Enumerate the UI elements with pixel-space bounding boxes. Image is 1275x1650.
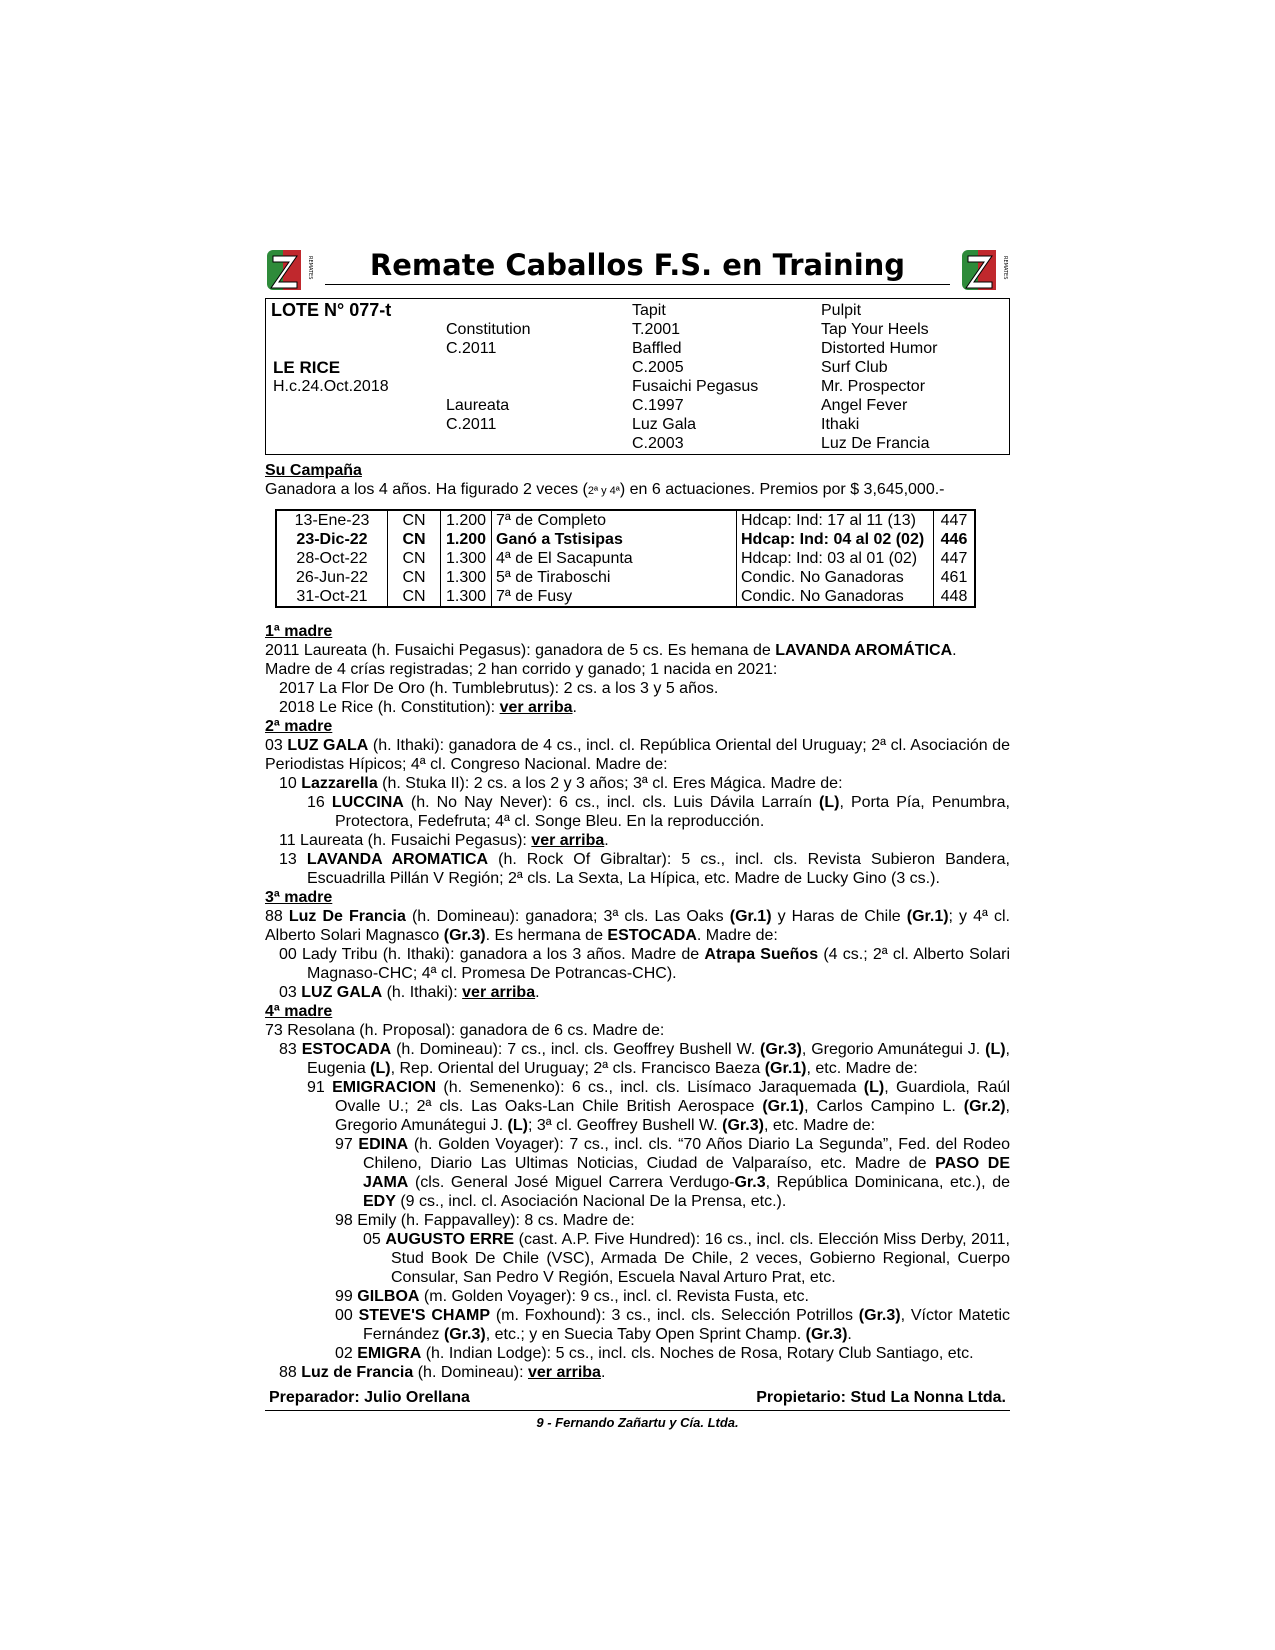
race-race: Condic. No Ganadoras [737,568,934,587]
offspring-item: 13 LAVANDA AROMATICA (h. Rock Of Gibraltar): 5 cs., incl. cls. Revista Subieron Bandera, Escuadrilla Pillán V Región; 2ª cls. La Sexta, La Hípica, etc. Madre de Lucky Gino (3 cs.). [279,851,1011,887]
page-number: 9 - Fernando Zañartu y Cía. Ltda. [536,1415,739,1430]
race-result: 7ª de Completo [492,510,737,530]
race-date: 13-Ene-23 [294,512,370,529]
race-race: Hdcap: Ind: 03 al 01 (02) [737,549,934,568]
ggs-8: Luz De Francia [821,435,930,452]
remates-logo-right [960,246,1012,294]
offspring-item: 99 GILBOA (m. Golden Voyager): 9 cs., incl. cl. Revista Fusta, etc. [335,1288,809,1305]
race-row [276,587,975,607]
race-weight: 448 [934,587,976,607]
granddam-2-year: C.2003 [632,435,684,452]
ggs-5: Mr. Prospector [821,378,926,395]
race-race: Hdcap: Ind: 04 al 02 (02) [737,530,934,549]
third-dam: 88 Luz De Francia (h. Domineau): ganadora; 3ª cls. Las Oaks (Gr.1) y Haras de Chile (Gr.1); y 4ª cl. Alberto Solari Magnasco (Gr.3). Es hermana de ESTOCADA. Madre de: [265,908,1010,944]
granddam-2: Luz Gala [632,416,697,433]
pedigree-box [265,298,1010,455]
race-dist: 1.300 [441,568,492,587]
race-dist: 1.300 [441,549,492,568]
race-table [275,509,976,608]
grandsire-2-year: C.1997 [632,397,684,414]
offspring-item: 03 LUZ GALA (h. Ithaki): ver arriba. [279,984,540,1001]
race-weight: 461 [934,568,976,587]
sire: Constitution [446,321,531,338]
race-row [276,530,975,549]
section-heading-3: 3ª madre [265,889,333,906]
horse-info: H.c.24.Oct.2018 [273,378,389,395]
race-row [276,568,975,587]
footer-row [265,1385,1010,1411]
ggs-3: Distorted Humor [821,340,938,357]
race-dist: 1.200 [441,530,492,549]
race-weight: 447 [934,510,976,530]
race-result: 4ª de El Sacapunta [492,549,737,568]
race-weight: 447 [934,549,976,568]
race-result: Ganó a Tstisipas [492,530,737,549]
dam: Laureata [446,397,510,414]
race-dist: 1.300 [441,587,492,607]
offspring-item: 00 Lady Tribu (h. Ithaki): ganadora a los 3 años. Madre de Atrapa Sueños (4 cs.; 2ª cl. Alberto Solari Magnaso-CHC; 4ª cl. Promesa De Potrancas-CHC). [279,946,1011,982]
race-race: Condic. No Ganadoras [737,587,934,607]
offspring-item: 2018 Le Rice (h. Constitution): ver arriba. [279,699,577,716]
owner: Propietario: Stud La Nonna Ltda. [756,1389,1006,1406]
race-dist: 1.200 [441,510,492,530]
offspring-item: 16 LUCCINA (h. No Nay Never): 6 cs., incl. cls. Luis Dávila Larraín (L), Porta Pía, Penumbra, Protectora, Fedefruta; 4ª cl. Songe Bleu. En la reproducción. [307,794,1011,830]
ggs-2: Tap Your Heels [821,321,929,338]
grandsire-1: Tapit [632,302,666,319]
remates-logo [265,246,317,294]
race-track: CN [388,530,441,549]
offspring-item: 02 EMIGRA (h. Indian Lodge): 5 cs., incl. cls. Noches de Rosa, Rotary Club Santiago, etc. [335,1345,974,1362]
logo-text: REMATES [307,256,313,280]
ggs-7: Ithaki [821,416,860,433]
race-track: CN [388,587,441,607]
race-date: 31-Oct-21 [296,588,368,605]
race-weight: 446 [934,530,976,549]
offspring-item: 2017 La Flor De Oro (h. Tumblebrutus): 2 cs. a los 3 y 5 años. [279,680,719,697]
section-heading-1: 1ª madre [265,623,333,640]
offspring-item: 11 Laureata (h. Fusaichi Pegasus): ver arriba. [279,832,609,849]
grandsire-2: Fusaichi Pegasus [632,378,759,395]
campaign-heading: Su Campaña [265,462,362,479]
race-result: 5ª de Tiraboschi [492,568,737,587]
sire-year: C.2011 [446,340,497,357]
race-result: 7ª de Fusy [492,587,737,607]
second-dam: 03 LUZ GALA (h. Ithaki): ganadora de 4 cs., incl. cl. República Oriental del Uruguay; 2ª cl. Asociación de Periodistas Hípicos; 4ª cl. Congreso Nacional. Madre de: [265,737,1011,773]
offspring-item: 00 STEVE'S CHAMP (m. Foxhound): 3 cs., incl. cls. Selección Potrillos (Gr.3), Víctor Matetic Fernández (Gr.3), etc.; y en Suecia Taby Open Sprint Champ. (Gr.3). [335,1307,1011,1343]
first-dam-offspring-summary: Madre de 4 crías registradas; 2 han corrido y ganado; 1 nacida en 2021: [265,661,778,678]
race-race: Hdcap: Ind: 17 al 11 (13) [737,510,934,530]
offspring-item: 91 EMIGRACION (h. Semenenko): 6 cs., incl. cls. Lisímaco Jaraquemada (L), Guardiola, Raúl Ovalle U.; 2ª cls. Las Oaks-Lan Chile British Aerospace (Gr.1), Carlos Campino L. (Gr.2), Gregorio Amunátegui J. (L); 3ª cl. Geoffrey Bushell W. (Gr.3), etc. Madre de: [307,1079,1011,1134]
ggs-4: Surf Club [821,359,888,376]
section-heading-4: 4ª madre [265,1003,333,1020]
grandsire-1-year: T.2001 [632,321,681,338]
granddam-1: Baffled [632,340,682,357]
offspring-item: 97 EDINA (h. Golden Voyager): 7 cs., incl. cls. “70 Años Diario La Segunda”, Fed. del Rodeo Chileno, Diario Las Ultimas Noticias, Ciudad de Valparaíso, etc. Madre de PASO DE JAMA (cls. General José Miguel Carrera Verdugo-Gr.3, República Dominicana, etc.), de EDY (9 cs., incl. cl. Asociación Nacional De la Prensa, etc.). [335,1136,1011,1210]
page-header [265,240,1010,298]
offspring-item: 88 Luz de Francia (h. Domineau): ver arriba. [279,1364,606,1381]
campaign-summary: Ganadora a los 4 años. Ha figurado 2 veces (2ª y 4ª) en 6 actuaciones. Premios por $ 3,645,000.- [265,481,945,498]
offspring-item: 98 Emily (h. Fappavalley): 8 cs. Madre de: [335,1212,635,1229]
horse-name: LE RICE [273,358,341,377]
section-heading-2: 2ª madre [265,718,333,735]
race-date: 23-Dic-22 [296,531,368,548]
logo-text-right: REMATES [1002,256,1008,280]
ggs-6: Angel Fever [821,397,908,414]
race-row [276,549,975,568]
offspring-item: 10 Lazzarella (h. Stuka II): 2 cs. a los 2 y 3 años; 3ª cl. Eres Mágica. Madre de: [279,775,843,792]
race-row [276,510,975,530]
granddam-1-year: C.2005 [632,359,684,376]
fourth-dam: 73 Resolana (h. Proposal): ganadora de 6 cs. Madre de: [265,1022,665,1039]
first-dam: 2011 Laureata (h. Fusaichi Pegasus): ganadora de 5 cs. Es hemana de LAVANDA AROMÁTICA. [265,642,957,659]
offspring-item: 05 AUGUSTO ERRE (cast. A.P. Five Hundred): 16 cs., incl. cls. Elección Miss Derby, 2011, Stud Book De Chile (VSC), Armada De Chile, 2 veces, Gobierno Regional, Cuerpo Consular, San Pedro V Región, Escuela Naval Arturo Prat, etc. [363,1231,1010,1286]
race-track: CN [388,568,441,587]
race-date: 26-Jun-22 [295,569,369,586]
race-track: CN [388,549,441,568]
offspring-item: 83 ESTOCADA (h. Domineau): 7 cs., incl. cls. Geoffrey Bushell W. (Gr.3), Gregorio Amunátegui J. (L), Eugenia (L), Rep. Oriental del Uruguay; 2ª cls. Francisco Baeza (Gr.1), etc. Madre de: [279,1041,1010,1077]
race-date: 28-Oct-22 [296,550,368,567]
trainer: Preparador: Julio Orellana [269,1389,470,1406]
lot-number: LOTE N° 077-t [271,300,392,320]
race-track: CN [388,510,441,530]
dam-year: C.2011 [446,416,497,433]
page-title: Remate Caballos F.S. en Training [325,248,950,285]
ggs-1: Pulpit [821,302,862,319]
document-page [265,240,1010,1430]
family-section [265,622,1010,1382]
